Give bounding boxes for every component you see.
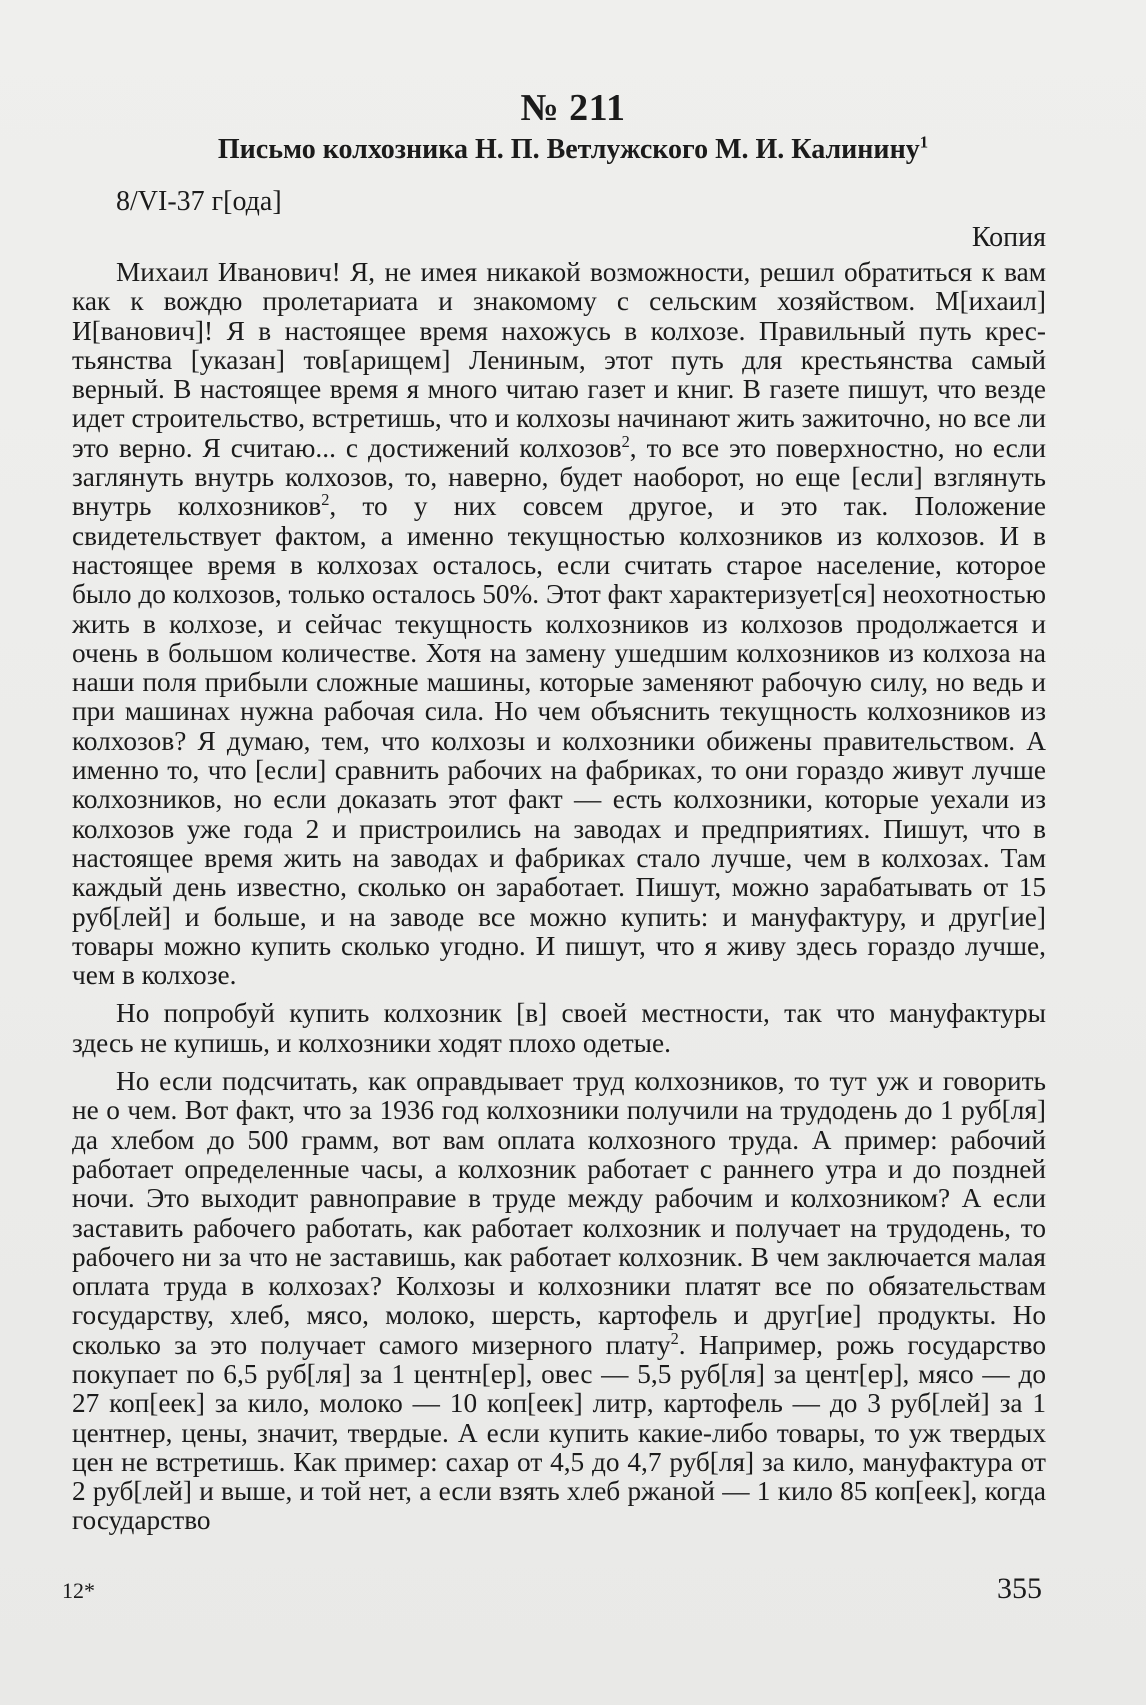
paragraph-text: Михаил Иванович! Я, не имея никакой возможности, решил обратиться к вам как к вождю пролетариата и знакомому с сельским хозяйством. М[ихаил] И[ванович]! Я в настоящее время нахожусь в колхозе. Правильный путь крестьянства [указан] тов[арищем] Лениным, этот путь для крестьянства самый верный. В настоящее время я много читаю газет и книг. В газете пишут, что везде идет строительство, встретишь, что и колхозы начинают жить зажиточно, но все ли это верно. Я считаю... с достижений колхозов (72, 257, 1046, 463)
paragraph (72, 1067, 1046, 1536)
paragraph-text: , то у них совсем другое, и это так. Положение свидетельствует фактом, а именно текущностью колхозников из колхозов. И в настоящее время в колхозах осталось, если считать старое население, которое было до колхозов, только осталось 50%. Этот факт характеризует[ся] неохотностью жить в колхозе, и сейчас текущность колхозников из колхозов продолжается и очень в большом количестве. Хотя на замену ушедшим колхозников из колхоза на наши поля прибыли сложные машины, которые заменяют рабочую силу, но ведь и при машинах нужна рабочая сила. Но чем объяснить текущность колхозников из колхозов? Я думаю, тем, что колхозы и колхозники обижены правительством. А именно то, что [если] сравнить рабочих на фабриках, то они гораздо живут лучше колхозников, но если доказать этот факт — есть колхозники, которые уехали из колхозов уже года 2 и пристроились на заводах и предприятиях. Пишут, что в настоящее время жить на заводах и фабриках стало лучше, чем в колхозах. Там каждый день известно, сколько он заработает. Пишут, можно зарабатывать от 15 руб[лей] и больше, и на заводе все можно купить: и мануфактуру, и друг[ие] товары можно купить сколько угодно. И пишут, что я живу здесь гораздо лучше, чем в колхозе. (72, 491, 1046, 991)
footnote-marker: 2 (621, 431, 630, 451)
document-title-text: Письмо колхозника Н. П. Ветлужского М. И. Калинину (217, 134, 920, 165)
paragraph-text: Но попробуй купить колхозник [в] своей местности, так что мануфактуры здесь не купишь, и колхозники ходят плохо одетые. (72, 998, 1046, 1058)
paragraph-text: Но если подсчитать, как оправдывает труд колхозников, то тут уж и говорить не о чем. Вот факт, что за 1936 год колхозники получили на трудодень до 1 руб[ля] да хлебом до 500 грамм, вот вам оплата колхозного труда. А пример: рабочий работает определенные часы, а колхозник работает с раннего утра и до поздней ночи. Это выходит равноправие в труде между рабочим и колхозником? А если заставить рабочего работать, как работает колхозник и получает на трудодень, то рабочего ни за что не заставишь, как работает колхозник. В чем заключается малая оплата труда в колхозах? Колхозы и колхозники платят все по обязательствам государству, хлеб, мясо, молоко, шерсть, картофель и друг[ие] продукты. Но сколько за это получает самого мизерного плату (72, 1066, 1046, 1360)
paragraph (72, 999, 1046, 1058)
letter-body (72, 258, 1046, 1545)
copy-label: Копия (971, 222, 1046, 253)
document-number: № 211 (520, 87, 626, 129)
signature-mark: 12* (62, 1578, 95, 1603)
document-title (0, 134, 1146, 166)
paragraph (72, 258, 1046, 990)
paragraph-text: . Например, рожь государство покупает по 6,5 руб[ля] за 1 центн[ер], овес — 5,5 руб[ля] за цент[ер], мясо — до 27 коп[еек] за кило, молоко — 10 коп[еек] литр, картофель — до 3 руб[лей] за 1 центнер, цены, значит, твердые. А если купить какие-либо товары, то уж твердых цен не встретишь. Как пример: сахар от 4,5 до 4,7 руб[ля] за кило, мануфактура от 2 руб[лей] и выше, и той нет, а если взять хлеб ржаной — 1 кило 85 коп[еек], когда государство (72, 1329, 1046, 1536)
document-date: 8/VI-37 г[ода] (116, 186, 282, 217)
footnote-marker: 2 (670, 1328, 679, 1348)
paragraph-text: , то все это поверхностно, но если заглянуть внутрь колхозов, то, наверно, будет наоборот, но еще [если] взглянуть внутрь колхозников (72, 432, 1047, 522)
footnote-marker: 2 (321, 490, 330, 510)
footnote-marker: 1 (919, 132, 929, 152)
page-number: 355 (997, 1572, 1042, 1605)
